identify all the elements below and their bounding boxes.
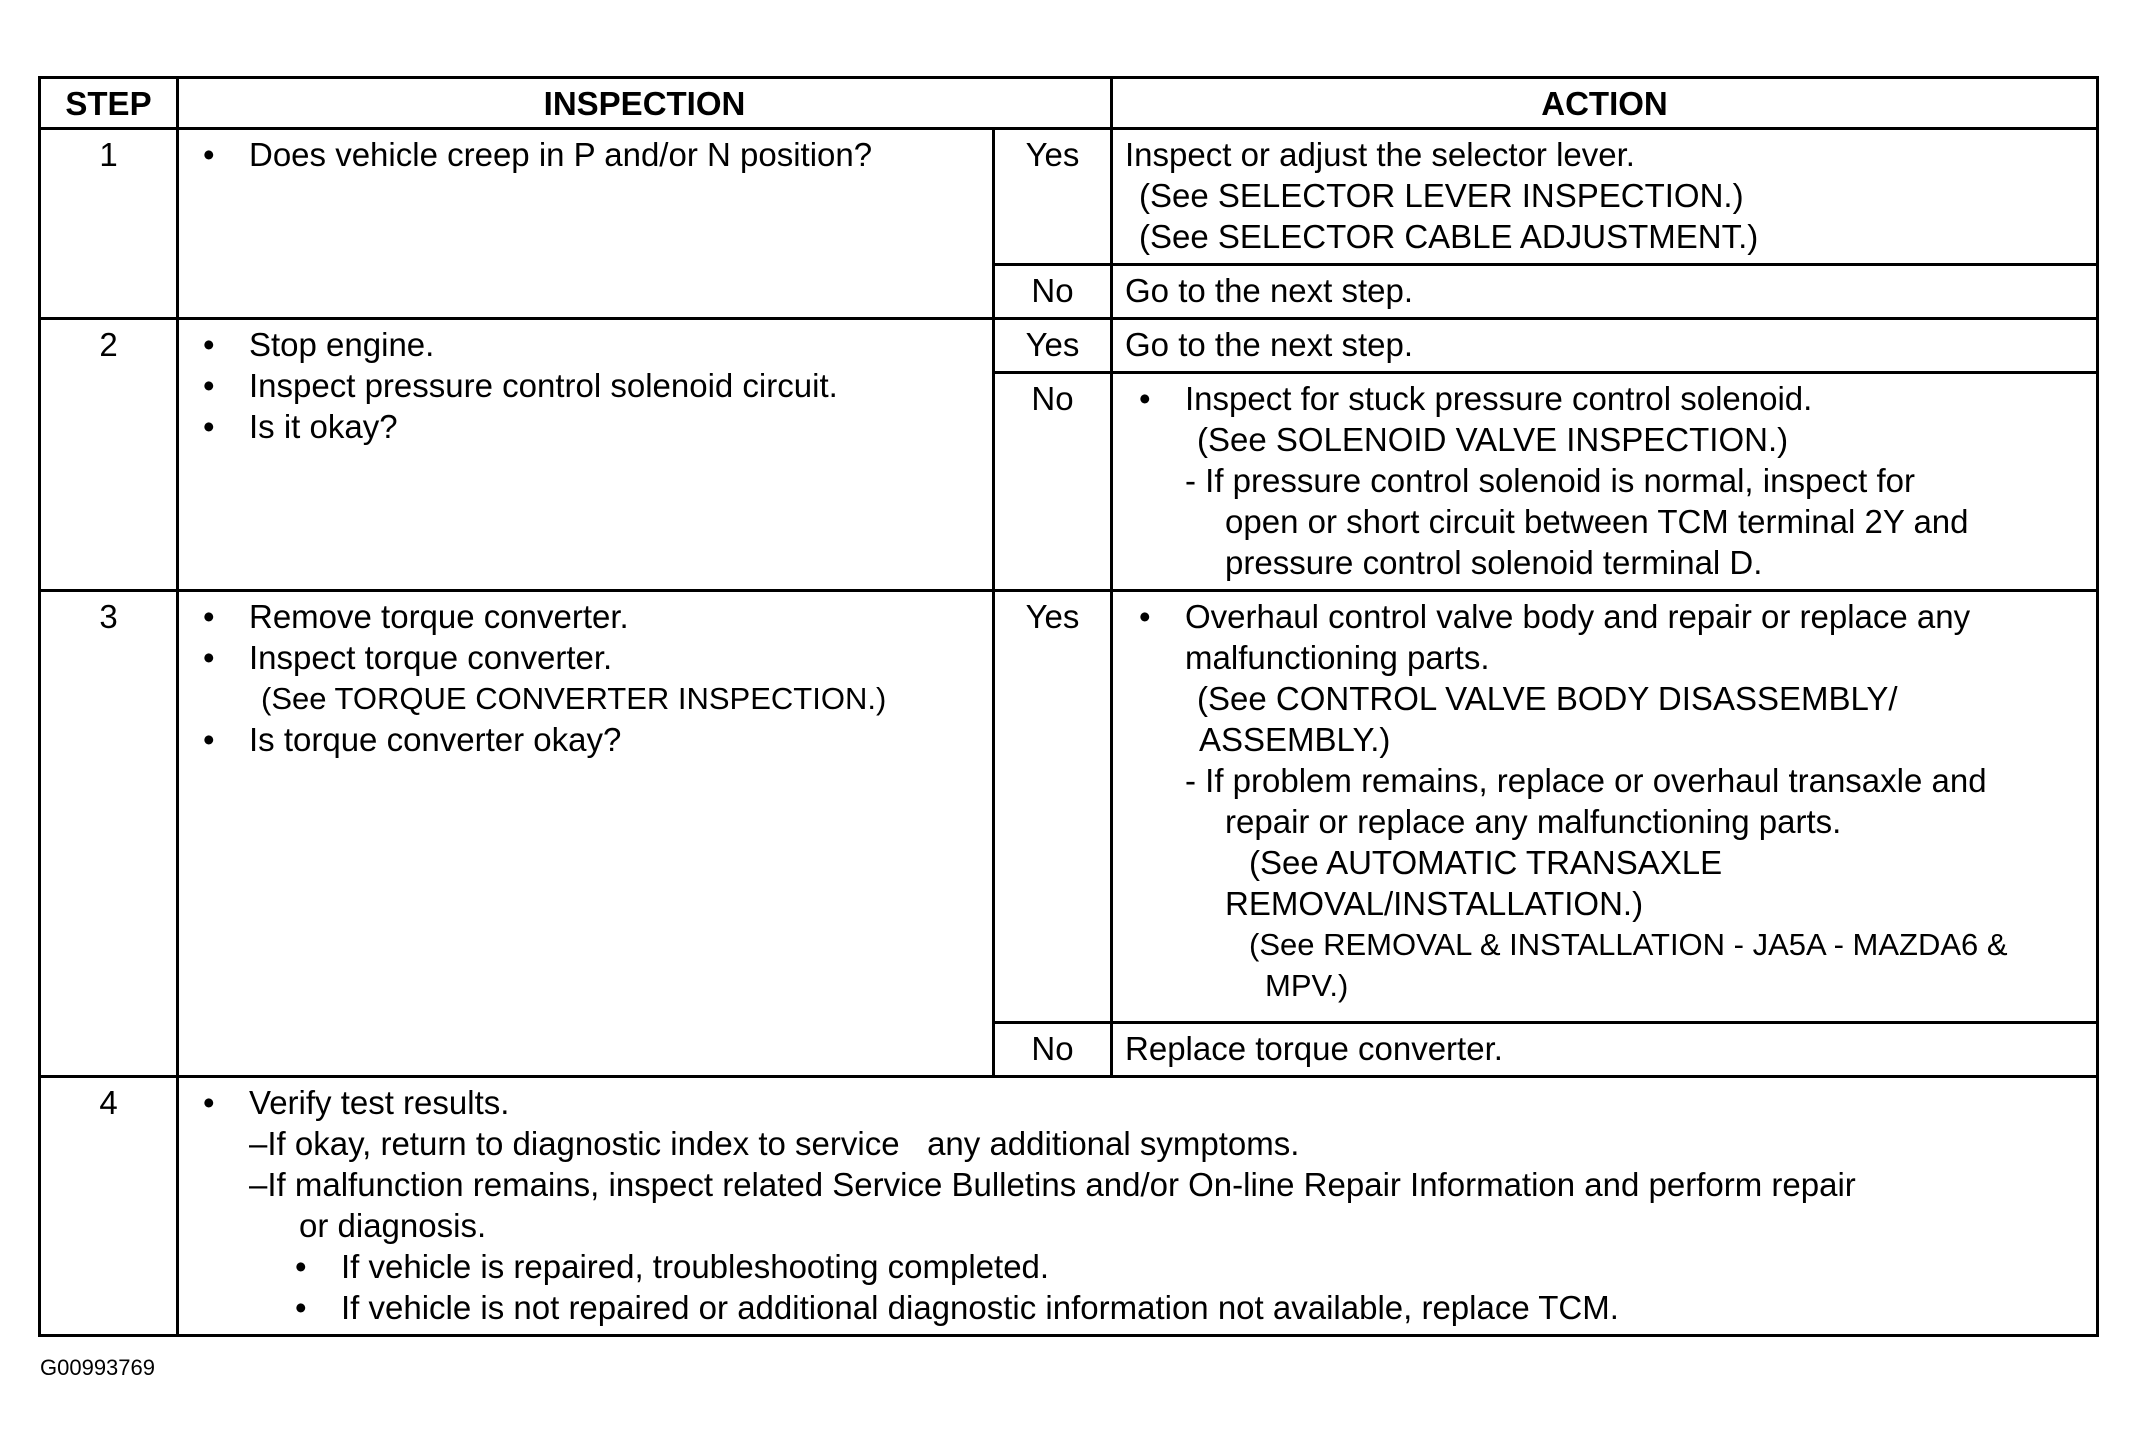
no-label: No	[994, 373, 1112, 591]
dash-item: –If okay, return to diagnostic index to service any additional symptoms.	[249, 1125, 1300, 1162]
no-label: No	[994, 265, 1112, 319]
verify-cell	[178, 1077, 2098, 1336]
action-item: • Inspect for stuck pressure control solenoid.	[1139, 378, 2090, 419]
see-reference: (See TORQUE CONVERTER INSPECTION.)	[261, 681, 887, 716]
step-number: 2	[40, 319, 178, 591]
see-reference: (See REMOVAL & INSTALLATION - JA5A - MAZDA6 &	[1249, 927, 2008, 962]
dash-item: - If problem remains, replace or overhaul transaxle and	[1185, 762, 1987, 799]
see-reference: ASSEMBLY.)	[1199, 721, 1391, 758]
dash-item-cont: repair or replace any malfunctioning parts.	[1225, 803, 1842, 840]
yes-label: Yes	[994, 591, 1112, 1023]
figure-id: G00993769	[40, 1355, 155, 1380]
dash-item-cont: open or short circuit between TCM terminal 2Y and	[1225, 503, 1969, 540]
yes-label: Yes	[994, 129, 1112, 265]
inspection-cell	[178, 319, 994, 591]
inspection-item: • Remove torque converter.	[203, 596, 986, 637]
dash-item-cont: or diagnosis.	[299, 1207, 487, 1244]
action-cell: Go to the next step.	[1112, 265, 2098, 319]
step-number: 3	[40, 591, 178, 1077]
step-number: 1	[40, 129, 178, 319]
see-reference: (See SELECTOR LEVER INSPECTION.)	[1139, 177, 1744, 214]
inspection-item: • Is it okay?	[203, 406, 986, 447]
action-cell: Go to the next step.	[1112, 319, 2098, 373]
action-cell	[1112, 591, 2098, 1023]
see-reference: (See AUTOMATIC TRANSAXLE	[1249, 844, 1723, 881]
action-text: malfunctioning parts.	[1185, 639, 1490, 676]
dash-item: –If malfunction remains, inspect related Service Bulletins and/or On-line Repair Information and perform repair	[249, 1166, 1856, 1203]
action-cell: Replace torque converter.	[1112, 1023, 2098, 1077]
see-reference: (See SELECTOR CABLE ADJUSTMENT.)	[1139, 218, 1759, 255]
see-reference: REMOVAL/INSTALLATION.)	[1225, 885, 1644, 922]
table-row	[40, 319, 2098, 373]
see-reference: MPV.)	[1265, 968, 1349, 1003]
action-text: Inspect or adjust the selector lever.	[1125, 136, 1635, 173]
inspection-item: • Does vehicle creep in P and/or N position?	[203, 134, 986, 175]
action-cell	[1112, 373, 2098, 591]
action-cell	[1112, 129, 2098, 265]
header-step: STEP	[40, 78, 178, 129]
header-action: ACTION	[1112, 78, 2098, 129]
dash-item-cont: pressure control solenoid terminal D.	[1225, 544, 1763, 581]
no-label: No	[994, 1023, 1112, 1077]
inspection-item: • Inspect pressure control solenoid circuit.	[203, 365, 986, 406]
table-row	[40, 129, 2098, 265]
inspection-item: • Is torque converter okay?	[203, 719, 986, 760]
dash-item: - If pressure control solenoid is normal, inspect for	[1185, 462, 1915, 499]
sub-bullet-item: • If vehicle is repaired, troubleshooting completed.	[295, 1246, 2090, 1287]
action-text: • Overhaul control valve body and repair or replace any	[1185, 598, 1971, 635]
table-row	[40, 591, 2098, 1023]
header-row	[40, 78, 2098, 129]
action-item	[1139, 596, 2090, 678]
inspection-cell	[178, 591, 994, 1077]
yes-label: Yes	[994, 319, 1112, 373]
see-reference: (See SOLENOID VALVE INSPECTION.)	[1197, 421, 1789, 458]
sub-bullet-item: • If vehicle is not repaired or additional diagnostic information not available, replace TCM.	[295, 1287, 2090, 1328]
inspection-cell	[178, 129, 994, 319]
verify-item: • Verify test results.	[203, 1082, 2090, 1123]
step-number: 4	[40, 1077, 178, 1336]
table-row	[40, 1077, 2098, 1336]
header-inspection: INSPECTION	[178, 78, 1112, 129]
see-reference: (See CONTROL VALVE BODY DISASSEMBLY/	[1197, 680, 1898, 717]
diagnostic-table	[38, 76, 2099, 1337]
inspection-item: • Inspect torque converter.	[203, 637, 986, 678]
inspection-item: • Stop engine.	[203, 324, 986, 365]
